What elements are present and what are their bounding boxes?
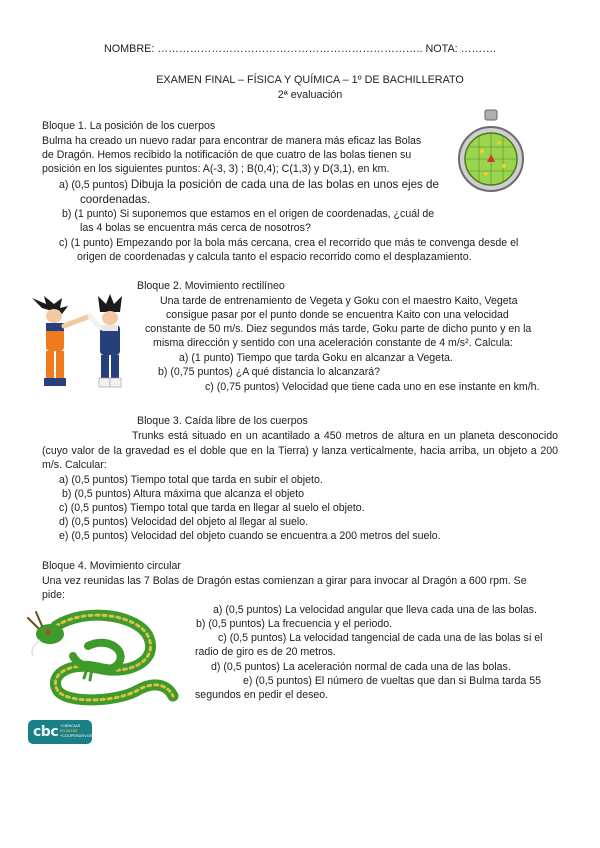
block4-heading: Bloque 4. Movimiento circular — [42, 560, 181, 572]
block1-question-a — [59, 178, 439, 192]
block3-item: a) (0,5 puntos) Tiempo total que tarda en subir el objeto. — [59, 474, 323, 486]
block1-question-a-cont: coordenadas. — [80, 193, 151, 206]
block4-question-e: e) (0,5 puntos) El número de vueltas que dan si Bulma tarda 55 — [243, 675, 541, 687]
logo-line1: +CIENCIAS — [60, 724, 81, 728]
block2-text-line: Una tarde de entrenamiento de Vegeta y Goku con el maestro Kaito, Vegeta — [160, 295, 518, 307]
goku-vegeta-illustration — [28, 296, 136, 392]
block1-question-b-cont: las 4 bolas se encuentra más cerca de nosotros? — [80, 222, 311, 234]
block2-question-c: c) (0,75 puntos) Velocidad que tiene cada uno en ese instante en km/h. — [205, 381, 540, 393]
block3-item: c) (0,5 puntos) Tiempo total que tarda en llegar al suelo el objeto. — [59, 502, 365, 514]
block1-intro-line: posición en los siguientes puntos: A(-3, 3) ; B(0,4); C(1,3) y D(3,1), en km. — [42, 163, 390, 175]
block2-heading: Bloque 2. Movimiento rectilíneo — [137, 280, 285, 292]
block4-question-c: c) (0,5 puntos) La velocidad tangencial de cada una de las bolas si el — [218, 632, 543, 644]
block2-question-a: a) (1 punto) Tiempo que tarda Goku en alcanzar a Vegeta. — [179, 352, 453, 364]
block4-intro: Una vez reunidas las 7 Bolas de Dragón estas comienzan a girar para invocar al Dragón a 600 rpm. Se — [42, 575, 527, 587]
block3-item: e) (0,5 puntos) Velocidad del objeto cuando se encuentra a 200 metros del suelo. — [59, 530, 441, 542]
block4-question-c-cont: radio de giro es de 20 metros. — [195, 646, 336, 658]
school-logo — [28, 720, 92, 744]
block1-heading: Bloque 1. La posición de los cuerpos — [42, 120, 216, 132]
logo-mark: cbc — [33, 724, 59, 740]
logo-line2: BILINGÜE — [60, 729, 78, 733]
block1-question-a-text: Dibuja la posición de cada una de las bolas en unos ejes de — [130, 178, 439, 191]
block3-paragraph: Trunks está situado en un acantilado a 450 metros de altura en un planeta desconocido (cuyo valor de la gravedad es el doble que en la Tierra) y lanza verticalmente, hacia arriba, un objeto a 200 m/s. Calcular: — [42, 430, 558, 471]
block1-question-c: c) (1 punto) Empezando por la bola más cercana, crea el recorrido que más te convenga desde el — [59, 237, 519, 249]
exam-title: EXAMEN FINAL – FÍSICA Y QUÍMICA – 1º DE BACHILLERATO — [156, 74, 464, 86]
block4-question-d: d) (0,5 puntos) La aceleración normal de cada una de las bolas. — [211, 661, 511, 673]
logo-line3: +COOPERATIVOS — [60, 734, 93, 738]
block1-question-b: b) (1 punto) Si suponemos que estamos en el origen de coordenadas, ¿cuál de — [62, 208, 435, 220]
block1-intro-line: Bulma ha creado un nuevo radar para encontrar de manera más eficaz las Bolas — [42, 135, 422, 147]
block4-question-a: a) (0,5 puntos) La velocidad angular que lleva cada una de las bolas. — [213, 604, 537, 616]
shenron-dragon-illustration — [28, 606, 178, 706]
block2-question-b: b) (0,75 puntos) ¿A qué distancia lo alcanzará? — [158, 366, 381, 378]
block3-heading: Bloque 3. Caída libre de los cuerpos — [137, 415, 308, 427]
block4-question-e-cont: segundos en pedir el deseo. — [195, 689, 329, 701]
name-grade-line: NOMBRE: ……………………………………………………………….. NOTA: ………. — [103, 43, 497, 55]
block3-item: d) (0,5 puntos) Velocidad del objeto al llegar al suelo. — [59, 516, 309, 528]
block4-question-b: b) (0,5 puntos) La frecuencia y el periodo. — [196, 618, 393, 630]
block4-intro-cont: pide: — [42, 589, 65, 601]
block1-question-a-points: a) (0,5 puntos) — [59, 179, 128, 191]
dragon-radar-icon — [458, 110, 524, 200]
block2-text-line: misma dirección y sentido con una aceleración constante de 4 m/s². Calcula: — [153, 337, 513, 349]
block1-question-c-cont: origen de coordenadas y calcula tanto el espacio recorrido como el desplazamiento. — [77, 251, 472, 263]
evaluation-label: 2ª evaluación — [277, 89, 343, 101]
block2-text-line: constante de 50 m/s. Diez segundos más tarde, Goku parte de dicho punto y en la — [145, 323, 532, 335]
block1-intro-line: de Dragón. Hemos recibido la notificación de que cuatro de las bolas tienen su — [42, 149, 412, 161]
block3-item: b) (0,5 puntos) Altura máxima que alcanza el objeto — [62, 488, 305, 500]
block2-text-line: consigue pasar por el punto donde se encuentra Kaito con una velocidad — [166, 309, 509, 321]
